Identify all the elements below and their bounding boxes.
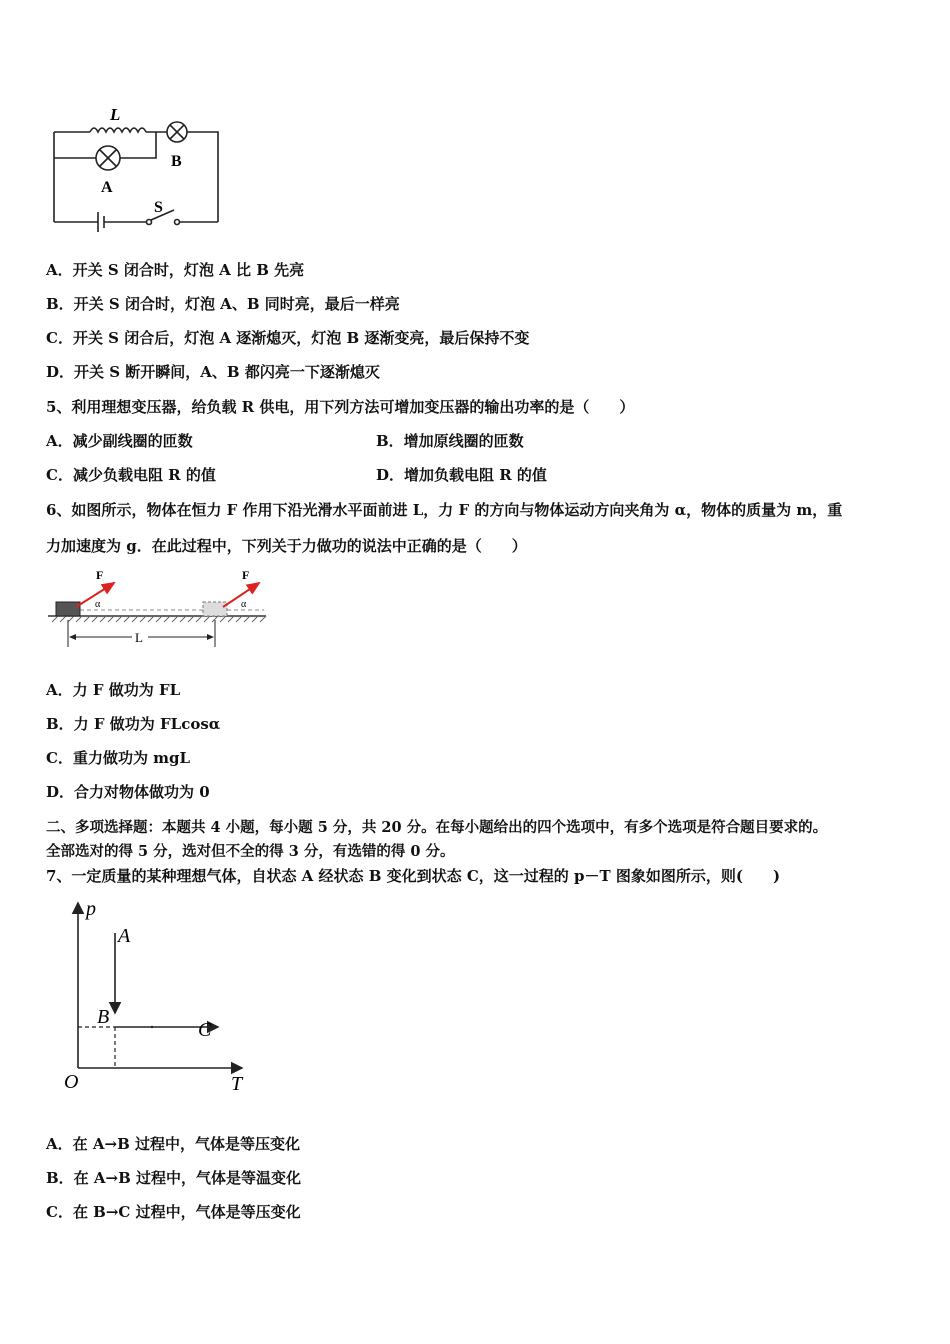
q6-option-b: B．力 F 做功为 FLcosα	[46, 715, 221, 733]
q4-option-b: B．开关 S 闭合时，灯泡 A、B 同时亮，最后一样亮	[46, 295, 400, 313]
switch-label: S	[154, 199, 163, 216]
displacement-label: L	[135, 630, 143, 645]
state-c-label: C	[198, 1019, 212, 1041]
q7-option-b: B．在 A→B 过程中，气体是等温变化	[46, 1169, 302, 1187]
q5-option-b: B．增加原线圈的匝数	[376, 432, 524, 450]
pt-graph	[60, 895, 260, 1100]
inductor-label: L	[110, 105, 121, 124]
q6-option-d: D．合力对物体做功为 0	[46, 783, 210, 801]
state-b-label: B	[97, 1006, 110, 1028]
angle-label-1: α	[95, 599, 101, 610]
q6-option-a: A．力 F 做功为 FL	[46, 681, 181, 699]
q5-option-c: C．减少负载电阻 R 的值	[46, 466, 216, 484]
force-label-2: F	[242, 568, 250, 582]
q5-option-a: A．减少副线圈的匝数	[46, 432, 193, 450]
lamp-a-label: A	[101, 179, 113, 196]
state-a-label: A	[118, 925, 131, 947]
q7-option-a: A．在 A→B 过程中，气体是等压变化	[46, 1135, 300, 1153]
lamp-b-label: B	[171, 153, 182, 170]
q4-option-a: A．开关 S 闭合时，灯泡 A 比 B 先亮	[46, 261, 305, 279]
q5-stem: 5、利用理想变压器，给负载 R 供电，用下列方法可增加变压器的输出功率的是（ ）	[46, 398, 635, 416]
force-label-1: F	[96, 568, 104, 582]
q5-option-d: D．增加负载电阻 R 的值	[376, 466, 547, 484]
q6-stem-line2: 力加速度为 g．在此过程中，下列关于力做功的说法中正确的是（ ）	[46, 537, 527, 555]
q4-option-d: D．开关 S 断开瞬间，A、B 都闪亮一下逐渐熄灭	[46, 363, 380, 381]
q7-option-c: C．在 B→C 过程中，气体是等压变化	[46, 1203, 301, 1221]
axis-p-label: p	[86, 898, 96, 920]
angle-label-2: α	[241, 599, 247, 610]
section2-heading-line1: 二、多项选择题：本题共 4 小题，每小题 5 分，共 20 分。在每小题给出的四个选项中，有多个选项是符合题目要求的。	[46, 819, 828, 836]
q4-option-c: C．开关 S 闭合后，灯泡 A 逐渐熄灭，灯泡 B 逐渐变亮，最后保持不变	[46, 329, 530, 347]
axis-t-label: T	[231, 1073, 243, 1095]
q6-option-c: C．重力做功为 mgL	[46, 749, 191, 767]
circuit-figure	[46, 100, 231, 235]
origin-label: O	[64, 1071, 79, 1093]
section2-heading-line2: 全部选对的得 5 分，选对但不全的得 3 分，有选错的得 0 分。	[46, 843, 455, 860]
q6-stem-line1: 6、如图所示，物体在恒力 F 作用下沿光滑水平面前进 L，力 F 的方向与物体运动方向夹角为 α，物体的质量为 m，重	[46, 501, 843, 519]
q7-stem: 7、一定质量的某种理想气体，自状态 A 经状态 B 变化到状态 C，这一过程的 p－T 图象如图所示，则( )	[46, 867, 781, 885]
force-figure	[46, 565, 268, 650]
